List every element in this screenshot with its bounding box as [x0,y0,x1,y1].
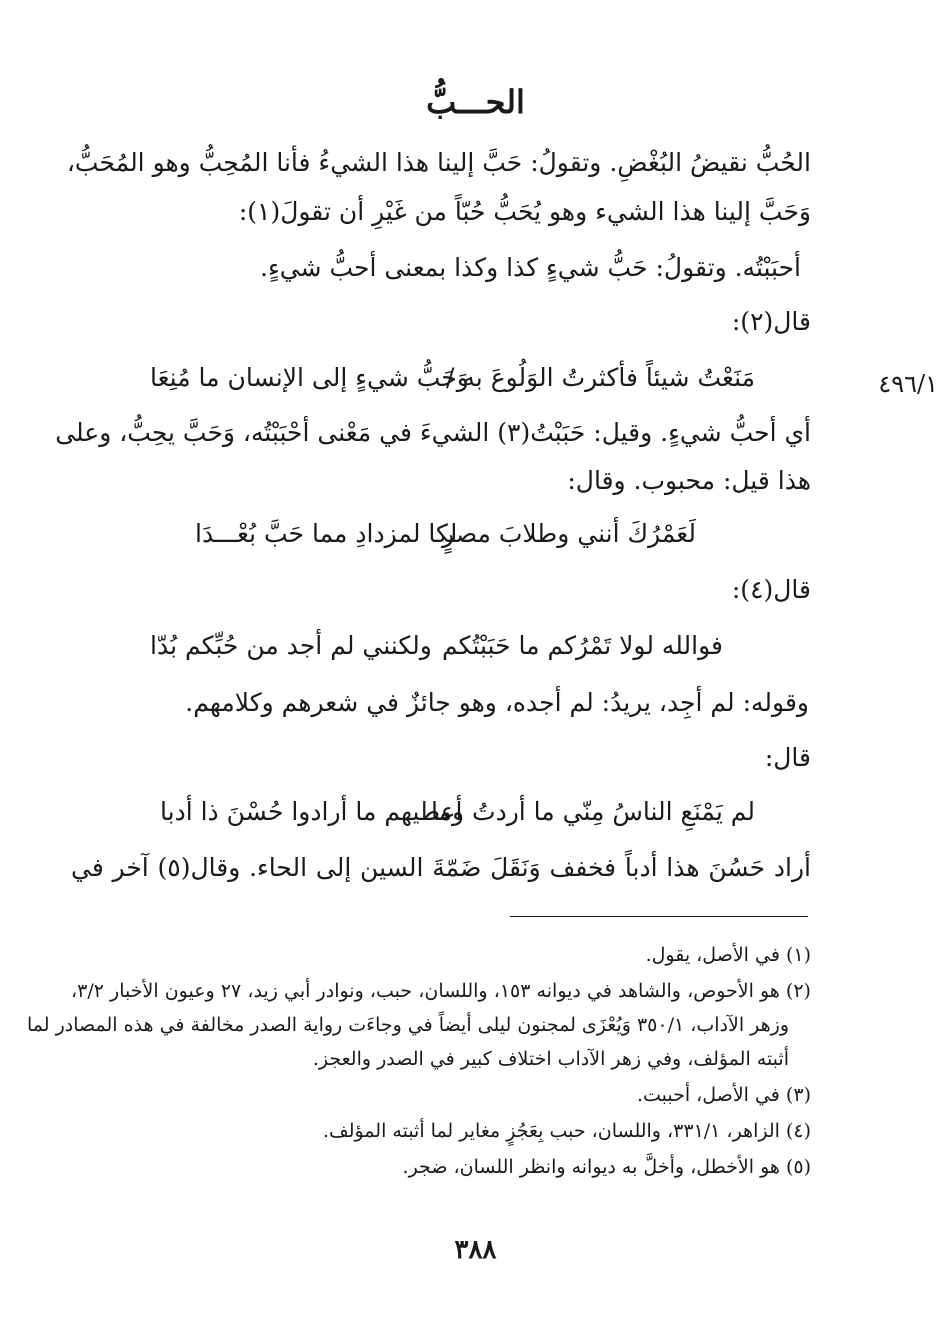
verse-1-second: وَحَبُّ شيءٍ إلى الإنسان ما مُنِعَا [150,363,469,392]
verse-2-second: لكا لمزدادِ مما حَبَّ بُعْـــدَا [195,519,458,548]
verse-3-second: ولكنني لم أجد من حُبِّكم بُدّا [150,631,432,660]
body-line-5: أي أحبُّ شيءٍ. وقيل: حَبَبْتُ(٣) الشيءَ في مَعْنى أحْبَبْتُه، وَحَبَّ يحِبُّ، وعلى [55,418,811,447]
body-line-10: أراد حَسُنَ هذا أدباً فخفف وَنَقَلَ ضَمّةَ السين إلى الحاء. وقال(٥) آخر في [71,853,811,882]
footnote-5: (٥) هو الأخطل، وأخلَّ به ديوانه وانظر اللسان، ضجر. [402,1156,811,1178]
body-line-8: وقوله: لم أجِد، يريدُ: لم أجده، وهو جائزٌ في شعرهم وكلامهم. [185,688,809,717]
body-line-6: هذا قيل: محبوب. وقال: [567,466,811,495]
body-line-1: الحُبُّ نقيضُ البُغْضِ. وتقولُ: حَبَّ إلينا هذا الشيءُ فأنا المُحِبُّ وهو المُحَبُّ، [66,148,811,177]
verse-4-first: لم يَمْنَعِ الناسُ مِنّي ما أردتُ وما [431,797,755,826]
page-number: ٣٨٨ [454,1235,497,1265]
body-line-9: قال: [764,743,811,772]
body-line-3: أحبَبْتُه. وتقولُ: حَبُّ شيءٍ كذا وكذا بمعنى أحبُّ شيءٍ. [260,253,801,282]
verse-4-second: أعطيهم ما أرادوا حُسْنَ ذا أدبا [160,797,463,826]
verse-3-first: فوالله لولا تَمْرُكم ما حَبَبْتُكم [442,631,723,660]
body-line-4: قال(٢): [731,307,811,336]
footnote-4: (٤) الزاهر، ٣٣١/١، واللسان، حبب بِعَجُزٍ مغاير لما أثبته المؤلف. [323,1120,811,1142]
page-title: الحـــبُّ [426,83,525,121]
footnote-2: (٢) هو الأحوص، والشاهد في ديوانه ١٥٣، واللسان، حبب، ونوادر أبي زيد، ٢٧ وعيون الأخبار ٣/٢، [71,980,811,1002]
margin-reference: ٤٩٦/١ [878,370,938,398]
verse-2-first: لَعَمْرُكَ أنني وطلابَ مصرٍ [442,519,696,548]
body-line-7: قال(٤): [731,575,811,604]
footnote-2-cont-2: أثبته المؤلف، وفي زهر الآداب اختلاف كبير في الصدر والعجز. [312,1048,789,1070]
verse-1-first: مَنَعْتُ شيئاً فأكثرتُ الوَلُوعَ به / [446,363,755,392]
body-line-2: وَحَبَّ إلينا هذا الشيء وهو يُحَبُّ حُبّاً من غَيْرِ أن تقولَ(١): [238,197,811,226]
footnote-2-cont-1: وزهر الآداب، ٣٥٠/١ وَيُعْزَى لمجنون ليلى أيضاً في وجاءَت رواية الصدر مخالفة في هذه المصادر لما [26,1014,789,1036]
footnote-3: (٣) في الأصل، أحببت. [636,1084,811,1106]
footnote-separator [510,916,808,917]
footnote-1: (١) في الأصل، يقول. [645,944,811,966]
